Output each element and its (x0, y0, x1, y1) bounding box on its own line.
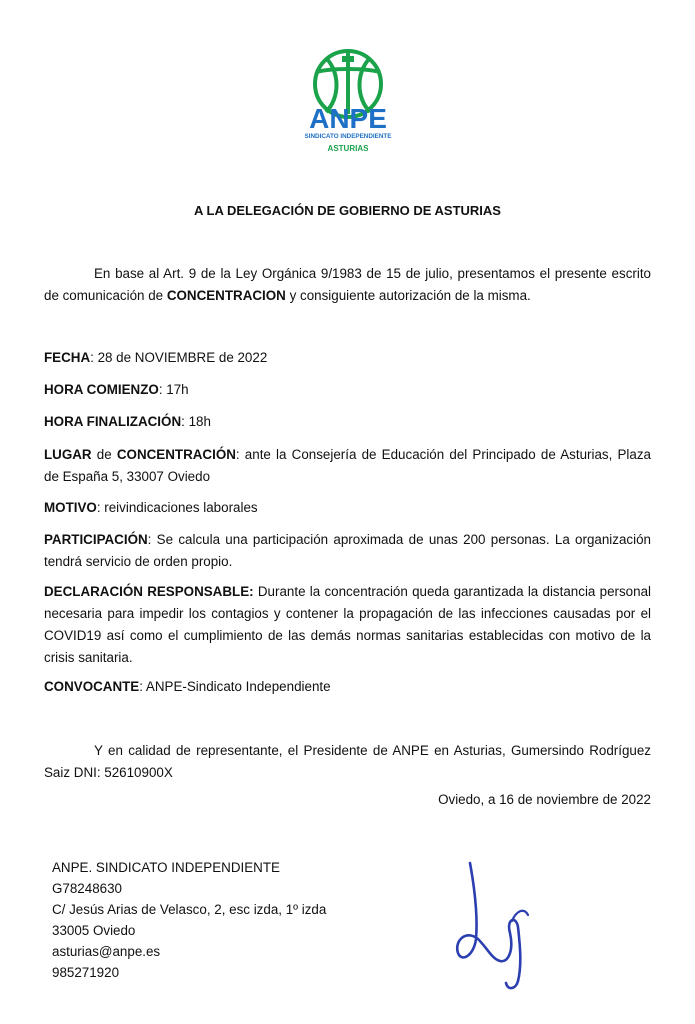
field-hora-finalizacion: HORA FINALIZACIÓN: 18h (44, 414, 211, 429)
footer-phone: 985271920 (52, 965, 120, 980)
footer-org: ANPE. SINDICATO INDEPENDIENTE (52, 860, 280, 875)
field-fecha: FECHA: 28 de NOVIEMBRE de 2022 (44, 350, 268, 365)
field-label: FECHA (44, 350, 91, 365)
logo-region: ASTURIAS (327, 144, 369, 153)
logo-wordmark: ANPE (309, 103, 387, 134)
footer-address: C/ Jesús Arias de Velasco, 2, esc izda, 1º izda (52, 902, 327, 917)
field-lugar: LUGAR de CONCENTRACIÓN: ante la Consejería de Educación del Principado de Asturias, Plaza de España 5, 33007 Oviedo (44, 447, 651, 484)
handwritten-signature (448, 855, 558, 998)
field-label: HORA COMIENZO (44, 382, 159, 397)
field-label: DECLARACIÓN RESPONSABLE: (44, 584, 254, 599)
field-label: HORA FINALIZACIÓN (44, 414, 182, 429)
representante-paragraph: Y en calidad de representante, el Presidente de ANPE en Asturias, Gumersindo Rodríguez Saiz DNI: 52610900X (44, 743, 651, 780)
field-label: PARTICIPACIÓN (44, 532, 148, 547)
field-label: LUGAR (44, 447, 92, 462)
field-motivo: MOTIVO: reivindicaciones laborales (44, 500, 258, 515)
date-line: Oviedo, a 16 de noviembre de 2022 (438, 792, 651, 807)
footer-email: asturias@anpe.es (52, 944, 161, 959)
field-declaracion: DECLARACIÓN RESPONSABLE: Durante la concentración queda garantizada la distancia personal necesaria para impedir los contagios y contener la propagación de las infecciones causadas por el COVID19 así como el cumplimiento de las demás normas sanitarias establecidas con motivo de la crisis sanitaria. (44, 584, 651, 665)
field-hora-comienzo: HORA COMIENZO: 17h (44, 382, 189, 397)
field-convocante: CONVOCANTE: ANPE-Sindicato Independiente (44, 679, 331, 694)
field-label: MOTIVO (44, 500, 97, 515)
logo-subtitle: SINDICATO INDEPENDIENTE (304, 133, 392, 140)
footer-contact (52, 857, 326, 983)
field-label: CONVOCANTE (44, 679, 140, 694)
anpe-logo (296, 46, 400, 158)
footer-cif: G78248630 (52, 881, 122, 896)
field-participacion: PARTICIPACIÓN: Se calcula una participación aproximada de unas 200 personas. La organización tendrá servicio de orden propio. (44, 532, 651, 569)
footer-postal: 33005 Oviedo (52, 923, 136, 938)
intro-paragraph: En base al Art. 9 de la Ley Orgánica 9/1983 de 15 de julio, presentamos el presente escrito de comunicación de CONCENTRACION y consiguiente autorización de la misma. (44, 266, 651, 303)
page-title: A LA DELEGACIÓN DE GOBIERNO DE ASTURIAS (194, 203, 501, 218)
